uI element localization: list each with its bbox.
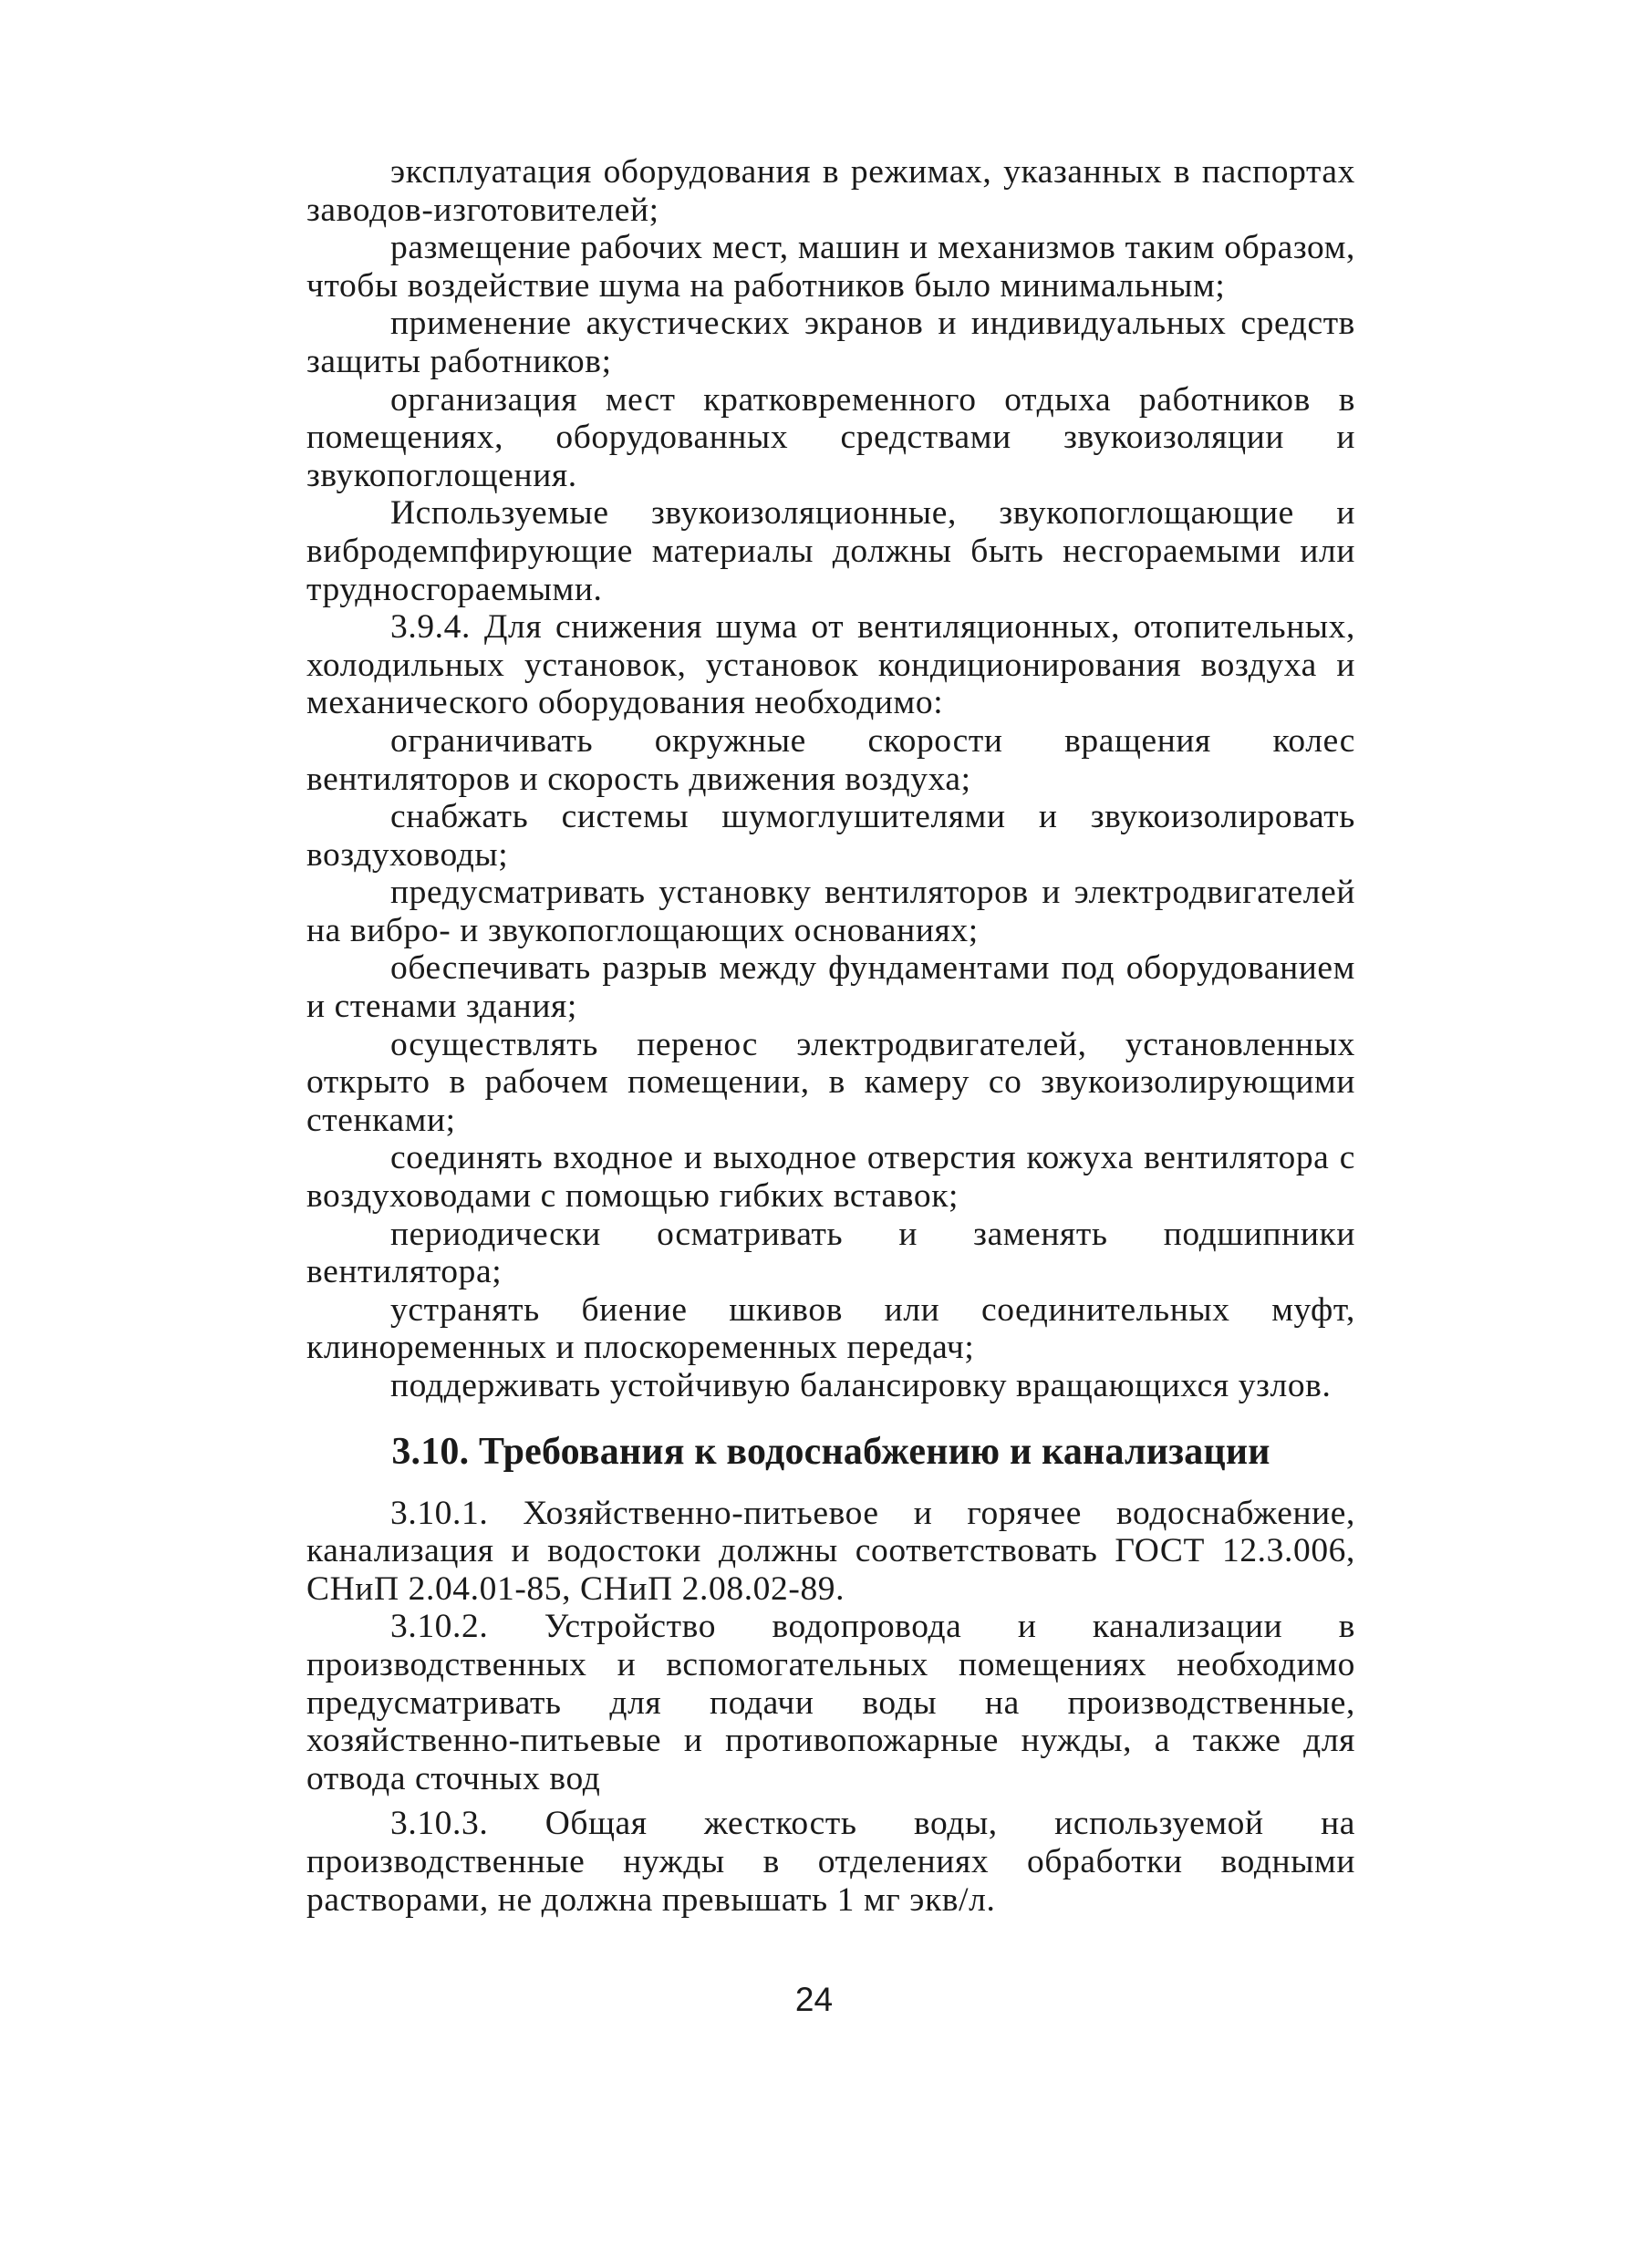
paragraph: Используемые звукоизоляционные, звукопоглощающие и вибродемпфирующие материалы должны быть несгораемыми или трудносгораемыми.	[306, 494, 1355, 608]
paragraph: организация мест кратковременного отдыха работников в помещениях, оборудованных средствами звукоизоляции и звукопоглощения.	[306, 380, 1355, 494]
paragraph: обеспечивать разрыв между фундаментами под оборудованием и стенами здания;	[306, 949, 1355, 1026]
paragraph: 3.10.1. Хозяйственно-питьевое и горячее водоснабжение, канализация и водостоки должны соответствовать ГОСТ 12.3.006, СНиП 2.04.01-85, СНиП 2.08.02-89.	[306, 1494, 1355, 1608]
paragraph: снабжать системы шумоглушителями и звукоизолировать воздуховоды;	[306, 798, 1355, 874]
paragraph: ограничивать окружные скорости вращения колес вентиляторов и скорость движения воздуха;	[306, 721, 1355, 798]
text-block-noise-measures	[306, 153, 1355, 1405]
paragraph: размещение рабочих мест, машин и механизмов таким образом, чтобы воздействие шума на работников было минимальным;	[306, 229, 1355, 305]
document-page	[306, 153, 1355, 1919]
paragraph: периодически осматривать и заменять подшипники вентилятора;	[306, 1215, 1355, 1291]
paragraph: эксплуатация оборудования в режимах, указанных в паспортах заводов-изготовителей;	[306, 153, 1355, 229]
paragraph: применение акустических экранов и индивидуальных средств защиты работников;	[306, 305, 1355, 380]
paragraph: предусматривать установку вентиляторов и электродвигателей на вибро- и звукопоглощающих основаниях;	[306, 874, 1355, 949]
paragraph: 3.10.3. Общая жесткость воды, используемой на производственные нужды в отделениях обработки водными растворами, не должна превышать 1 мг экв/л.	[306, 1805, 1355, 1919]
paragraph: поддерживать устойчивую балансировку вращающихся узлов.	[390, 1367, 1332, 1404]
paragraph: устранять биение шкивов или соединительных муфт, клиноременных и плоскоременных передач;	[306, 1290, 1355, 1367]
paragraph-gap	[306, 1797, 1355, 1805]
paragraph: осуществлять перенос электродвигателей, установленных открыто в рабочем помещении, в камеру со звукоизолирующими стенками;	[306, 1025, 1355, 1139]
section-heading: 3.10. Требования к водоснабжению и канализации	[391, 1430, 1270, 1473]
paragraph: 3.10.2. Устройство водопровода и канализации в производственных и вспомогательных помещениях необходимо предусматривать для подачи воды на производственные, хозяйственно-питьевые и противопожарные нужды, а также для отвода сточных вод	[306, 1608, 1355, 1797]
paragraph: 3.9.4. Для снижения шума от вентиляционных, отопительных, холодильных установок, установок кондиционирования воздуха и механического оборудования необходимо:	[306, 608, 1355, 722]
page-number: 24	[794, 1981, 834, 2018]
text-block-water-supply	[306, 1495, 1355, 1920]
paragraph: соединять входное и выходное отверстия кожуха вентилятора с воздуховодами с помощью гибких вставок;	[306, 1139, 1355, 1216]
